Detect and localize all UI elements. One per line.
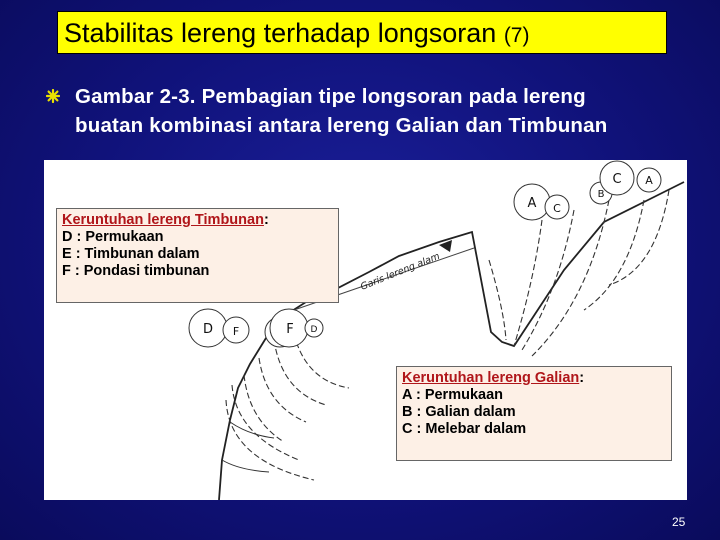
legend-cut-item-c: C : Melebar dalam (402, 421, 527, 437)
circle-f-text: F (286, 322, 294, 337)
page-number: 25 (672, 515, 686, 529)
cut-failure-arcs (489, 190, 669, 356)
legend-cut-heading (402, 370, 666, 387)
bullet-text (75, 82, 715, 140)
legend-embankment-item-e: E : Timbunan dalam (62, 246, 200, 262)
legend-embankment-colon: : (263, 212, 269, 228)
arc-b (522, 210, 574, 350)
circle-d-text: D (202, 322, 214, 337)
arc-c (532, 200, 609, 356)
slip-line-1 (222, 460, 269, 472)
arc-e (232, 385, 299, 460)
legend-cut-heading-text: Keruntuhan lereng Galian (402, 370, 580, 386)
legend-embankment-item-f: F : Pondasi timbunan (62, 263, 210, 279)
arc-a (514, 220, 542, 346)
bullet-icon (46, 89, 60, 103)
legend-cut-colon: : (579, 370, 585, 386)
legend-embankment (56, 208, 339, 303)
circle-d-small-text: D (310, 325, 318, 335)
slide-title-text: Stabilitas lereng terhadap longsoran (64, 18, 497, 48)
circle-c-text: C (612, 172, 622, 187)
arc-e2 (274, 340, 326, 405)
circle-b-right-text: B (597, 189, 605, 200)
circle-a-left-text: A (527, 196, 537, 211)
embankment-failure-arcs (226, 325, 349, 480)
legend-embankment-item-d: D : Permukaan (62, 229, 164, 245)
legend-embankment-heading-text: Keruntuhan lereng Timbunan (62, 212, 264, 228)
slide-title (57, 11, 667, 54)
bullet-line-1: Gambar 2-3. Pembagian tipe longsoran pada lereng (75, 85, 586, 108)
arc-c2 (489, 260, 506, 340)
circle-a-right-text: A (645, 174, 653, 187)
cut-circle-labels (514, 161, 661, 220)
circle-b-left-text: C (553, 202, 561, 215)
circle-f-small-text: F (232, 325, 240, 338)
natural-slope-label: Garis lereng alam (359, 250, 442, 293)
slide-title-number: (7) (503, 24, 530, 47)
legend-cut (396, 366, 672, 461)
slope-diagram (44, 160, 687, 500)
legend-cut-item-b: B : Galian dalam (402, 404, 516, 420)
embankment-slip-lines (222, 422, 274, 472)
legend-cut-item-a: A : Permukaan (402, 387, 503, 403)
legend-embankment-heading (62, 212, 333, 229)
bullet-line-2: buatan kombinasi antara lereng Galian dan Timbunan (75, 114, 608, 137)
